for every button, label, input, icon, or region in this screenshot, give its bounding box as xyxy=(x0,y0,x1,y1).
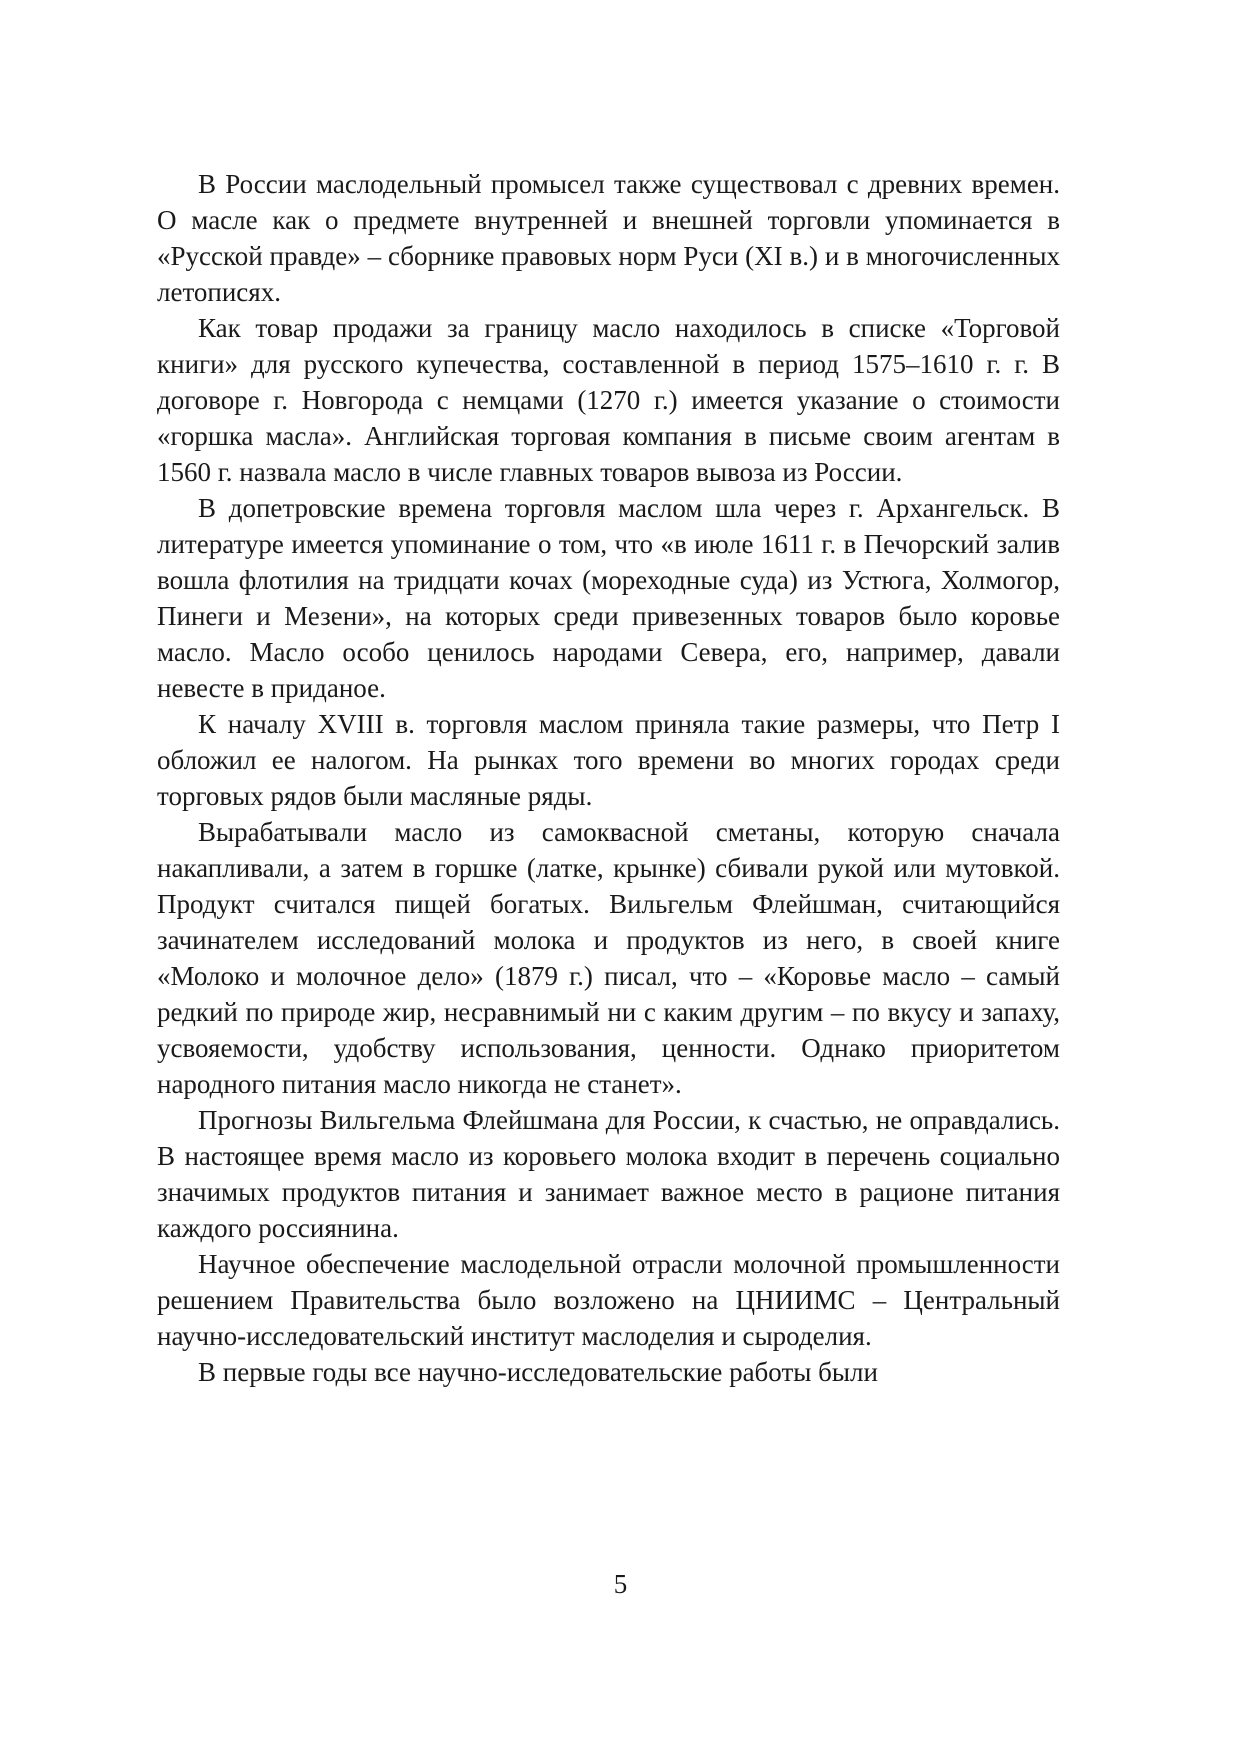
paragraph-2: Как товар продажи за границу масло находилось в списке «Торговой книги» для русского купечества, составленной в период 1575–1610 г. г. В договоре г. Новгорода с немцами (1270 г.) имеется указание о стоимости «горшка масла». Английская торговая компания в письме своим агентам в 1560 г. назвала масло в числе главных товаров вывоза из России. xyxy=(157,313,1060,487)
paragraph-4: К началу XVIII в. торговля маслом приняла такие размеры, что Петр I обложил ее налогом. На рынках того времени во многих городах среди торговых рядов были масляные ряды. xyxy=(157,709,1060,811)
page-number: 5 xyxy=(613,1569,628,1599)
paragraph-7: Научное обеспечение маслодельной отрасли молочной промышленности решением Правительства было возложено на ЦНИИМС – Центральный научно-исследовательский институт маслоделия и сыроделия. xyxy=(157,1249,1060,1351)
paragraph-3: В допетровские времена торговля маслом шла через г. Архангельск. В литературе имеется упоминание о том, что «в июле 1611 г. в Печорский залив вошла флотилия на тридцати кочах (мореходные суда) из Устюга, Холмогор, Пинеги и Мезени», на которых среди привезенных товаров было коровье масло. Масло особо ценилось народами Севера, его, например, давали невесте в приданое. xyxy=(157,493,1060,703)
paragraph-1: В России маслодельный промысел также существовал с древних времен. О масле как о предмете внутренней и внешней торговли упоминается в «Русской правде» – сборнике правовых норм Руси (XI в.) и в многочисленных летописях. xyxy=(157,169,1060,307)
paragraph-5: Вырабатывали масло из самоквасной сметаны, которую сначала накапливали, а затем в горшке (латке, крынке) сбивали рукой или мутовкой. Продукт считался пищей богатых. Вильгельм Флейшман, считающийся зачинателем исследований молока и продуктов из него, в своей книге «Молоко и молочное дело» (1879 г.) писал, что – «Коровье масло – самый редкий по природе жир, несравнимый ни с каким другим – по вкусу и запаху, усвояемости, удобству использования, ценности. Однако приоритетом народного питания масло никогда не станет». xyxy=(157,817,1060,1099)
paragraph-8: В первые годы все научно-исследовательские работы были xyxy=(198,1357,878,1387)
body-text xyxy=(157,166,1060,1390)
paragraph-6: Прогнозы Вильгельма Флейшмана для России, к счастью, не оправдались. В настоящее время масло из коровьего молока входит в перечень социально значимых продуктов питания и занимает важное место в рационе питания каждого россиянина. xyxy=(157,1105,1060,1243)
